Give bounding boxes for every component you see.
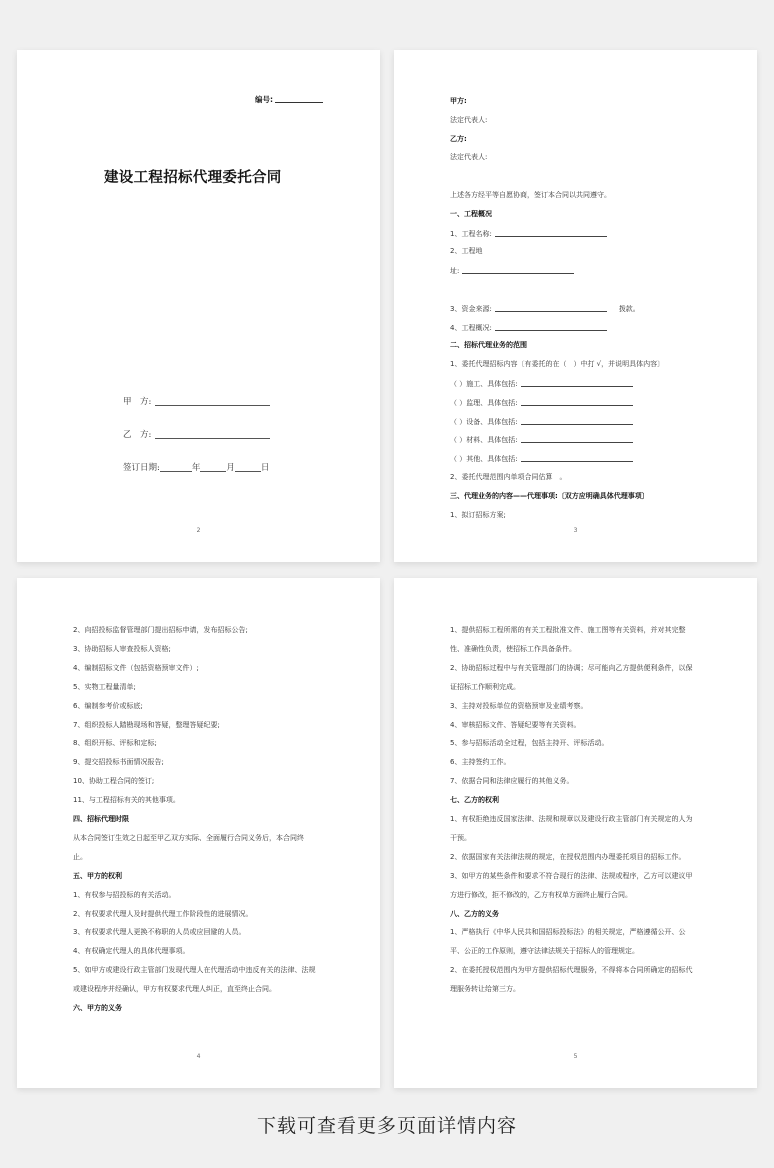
text-line (450, 304, 640, 314)
text-line (450, 116, 487, 125)
line-text: 3、主持对投标单位的资格预审及业绩考察。 (450, 701, 588, 710)
line-text: 一、工程概况 (450, 209, 492, 218)
text-line (450, 777, 573, 786)
party-a-label: 甲 方: (123, 397, 152, 407)
line-text: 理服务转让给第三方。 (450, 985, 520, 994)
line-text: （ ）监理、具体包括: (450, 398, 518, 407)
line-text: 四、招标代理时限 (73, 815, 129, 823)
blank-underline (521, 379, 633, 387)
text-line (73, 928, 245, 937)
date-day-label: 日 (260, 463, 270, 473)
text-line (450, 966, 692, 975)
line-text: 4、审核招标文件、答疑纪要等有关资料。 (450, 720, 581, 729)
text-line (450, 473, 566, 482)
line-text: 1、有权参与招投标的有关活动。 (73, 890, 176, 899)
text-line (450, 323, 607, 333)
line-text: 6、主持签约工作。 (450, 758, 511, 767)
line-text: 3、有权要求代理人更换不称职的人员或应回避的人员。 (73, 928, 246, 937)
text-line (450, 872, 692, 881)
line-text: 1、委托代理招标内容〔有委托的在（ ）中打 √，并说明具体内容〕 (450, 360, 665, 369)
section-heading (450, 910, 499, 919)
text-line (450, 758, 510, 767)
blank-underline (521, 398, 633, 406)
text-line (450, 398, 633, 408)
blank-underline (521, 454, 633, 462)
blank-underline (521, 417, 633, 425)
text-line (73, 758, 164, 767)
line-text: 5、如甲方或建设行政主管部门发现代理人在代理活动中违反有关的法律、法规 (73, 966, 316, 975)
line-text: （ ）施工、具体包括: (450, 380, 518, 388)
line-text: 7、组织投标人踏勘现场和答疑，整理答疑纪要; (73, 720, 220, 729)
party-a-underline (155, 397, 270, 406)
text-line (450, 266, 574, 276)
page-number: 3 (573, 527, 578, 534)
text-line (73, 664, 199, 673)
line-text: 1、提供招标工程所需的有关工程批准文件、施工图等有关资料，并对其完整 (450, 626, 686, 634)
serial-number-field (255, 94, 323, 105)
serial-label: 编号: (255, 95, 273, 104)
section-heading (450, 135, 467, 144)
section-heading (450, 210, 492, 219)
blank-underline (495, 229, 607, 237)
line-text: 4、有权确定代理人的具体代理事项。 (73, 947, 190, 956)
text-line (450, 721, 580, 730)
download-more-caption: 下载可查看更多页面详情内容 (256, 1115, 517, 1137)
line-text: 2、依据国家有关法律法规的规定，在授权范围内办理委托项目的招标工作。 (450, 852, 686, 861)
text-line (73, 853, 87, 862)
signing-date (123, 461, 269, 473)
section-heading (450, 97, 467, 106)
line-text: 六、甲方的义务 (73, 1004, 122, 1012)
section-heading (73, 815, 129, 824)
line-text: 干预。 (450, 833, 471, 842)
line-text: 10、协助工程合同的签订; (73, 777, 155, 786)
section-heading (450, 796, 499, 805)
text-line (73, 702, 143, 711)
text-line (450, 834, 471, 843)
line-text: 6、编制参考价或标底; (73, 701, 143, 710)
line-text: 11、与工程招标有关的其他事项。 (73, 796, 180, 805)
line-text: 2、工程地 (450, 247, 483, 256)
text-line (73, 966, 315, 975)
party-b-underline (155, 430, 270, 439)
page-number: 2 (196, 527, 201, 534)
line-text: 证招标工作顺利完成。 (450, 682, 520, 691)
text-line (73, 796, 180, 805)
line-text: 2、委托代理范围内单项合同估算 。 (450, 473, 567, 481)
line-text: 3、资金来源: (450, 304, 492, 313)
text-line (450, 928, 685, 937)
text-line (450, 379, 633, 389)
line-text: 从本合同签订生效之日起至甲乙双方实际、全面履行合同义务后，本合同终 (73, 833, 304, 842)
text-line (73, 947, 189, 956)
section-heading (73, 1004, 122, 1013)
document-page-2 (394, 50, 757, 562)
text-line (73, 721, 220, 730)
date-label: 签订日期: (123, 463, 160, 473)
text-line (73, 985, 276, 994)
line-text: 2、在委托授权范围内为甲方提供招标代理服务，不得将本合同所确定的招标代 (450, 966, 693, 975)
line-text: 止。 (73, 852, 87, 861)
line-suffix: 拨款。 (618, 304, 640, 313)
line-text: 2、有权要求代理人及时提供代理工作阶段性的进展情况。 (73, 909, 253, 918)
text-line (450, 153, 487, 162)
line-text: 八、乙方的义务 (450, 909, 499, 918)
section-heading (450, 341, 527, 350)
text-line (450, 853, 685, 862)
text-line (450, 702, 587, 711)
party-b-label: 乙 方: (123, 430, 152, 440)
text-line (450, 626, 685, 635)
text-line (450, 247, 482, 256)
line-text: 5、实物工程量清单; (73, 682, 136, 691)
line-text: 法定代表人: (450, 153, 488, 162)
text-line (73, 683, 136, 692)
line-text: 平、公正的工作原则，遵守法律法规关于招标人的管理规定。 (450, 947, 639, 956)
text-line (73, 645, 171, 654)
text-line (73, 910, 252, 919)
text-line (73, 891, 175, 900)
text-line (450, 645, 576, 654)
line-text: 1、工程名称: (450, 229, 492, 238)
date-day-underline (235, 463, 261, 472)
text-line (450, 454, 633, 464)
page-number: 4 (196, 1053, 201, 1060)
text-line (450, 947, 639, 956)
line-text: （ ）设备、具体包括: (450, 417, 518, 426)
party-b-signature (123, 428, 270, 440)
document-page-4 (394, 578, 757, 1088)
text-line (450, 191, 611, 200)
line-text: 乙方: (450, 134, 467, 143)
serial-underline (275, 94, 323, 103)
document-page-cover (17, 50, 380, 562)
line-text: 五、甲方的权利 (73, 871, 122, 880)
line-text: （ ）其他、具体包括: (450, 455, 518, 464)
text-line (450, 417, 633, 427)
line-text: 址: (450, 267, 460, 276)
line-text: 性、准确性负责，使招标工作具备条件。 (450, 644, 576, 653)
text-line (450, 739, 608, 748)
text-line (450, 664, 692, 673)
text-line (450, 360, 664, 369)
line-text: 2、协助招标过程中与有关管理部门的协调；尽可能向乙方提供便利条件，以保 (450, 663, 693, 672)
line-text: 2、向招投标监督管理部门提出招标申请，发布招标公告; (73, 626, 248, 634)
text-line (450, 891, 632, 900)
contract-title: 建设工程招标代理委托合同 (104, 170, 282, 186)
line-text: 或建设程序并经确认，甲方有权要求代理人纠正，直至终止合同。 (73, 985, 276, 994)
line-text: （ ）材料、具体包括: (450, 436, 518, 445)
section-heading (73, 872, 122, 881)
line-text: 8、组织开标、评标和定标; (73, 739, 157, 748)
line-text: 1、拟订招标方案; (450, 510, 506, 519)
blank-underline (495, 323, 607, 331)
text-line (450, 435, 633, 445)
line-text: 法定代表人: (450, 115, 488, 124)
line-text: 9、提交招投标书面情况报告; (73, 758, 164, 767)
line-text: 二、招标代理业务的范围 (450, 341, 527, 350)
date-month-underline (200, 463, 226, 472)
line-text: 5、参与招标活动全过程，包括主持开、评标活动。 (450, 739, 609, 748)
blank-underline (462, 266, 574, 274)
line-text: 1、有权拒绝违反国家法律、法规和规章以及建设行政主管部门有关规定的人为 (450, 815, 693, 823)
blank-underline (495, 304, 607, 312)
party-a-signature (123, 395, 270, 407)
document-page-3 (17, 578, 380, 1088)
line-text: 方进行修改，拒不修改的，乙方有权单方面终止履行合同。 (450, 890, 632, 899)
line-text: 3、协助招标人审查投标人资格; (73, 644, 171, 653)
date-year-label: 年 (191, 463, 201, 473)
line-text: 4、编制招标文件（包括资格预审文件）; (73, 663, 199, 672)
text-line (450, 985, 520, 994)
text-line (73, 739, 157, 748)
text-line (73, 626, 248, 635)
line-text: 7、依据合同和法律应履行的其他义务。 (450, 777, 574, 786)
text-line (73, 777, 154, 786)
text-line (450, 229, 607, 239)
line-text: 4、工程概况: (450, 323, 492, 332)
text-line (450, 815, 692, 824)
text-line (73, 834, 304, 843)
line-text: 上述各方经平等自愿协商，签订本合同以共同遵守。 (450, 191, 611, 199)
line-text: 七、乙方的权利 (450, 796, 499, 805)
line-text: 3、如甲方的某些条件和要求不符合现行的法律、法规或程序，乙方可以建议甲 (450, 871, 693, 880)
text-line (450, 511, 506, 520)
date-month-label: 月 (226, 463, 235, 473)
page-number: 5 (573, 1053, 578, 1060)
line-text: 三、代理业务的内容——代理事项:〔双方应明确具体代理事项〕 (450, 491, 649, 500)
date-year-underline (160, 463, 192, 472)
line-text: 1、严格执行《中华人民共和国招标投标法》的相关规定，严格遵循公开、公 (450, 928, 686, 937)
section-heading (450, 492, 649, 501)
line-text: 甲方: (450, 97, 467, 105)
text-line (450, 683, 520, 692)
blank-underline (521, 435, 633, 443)
